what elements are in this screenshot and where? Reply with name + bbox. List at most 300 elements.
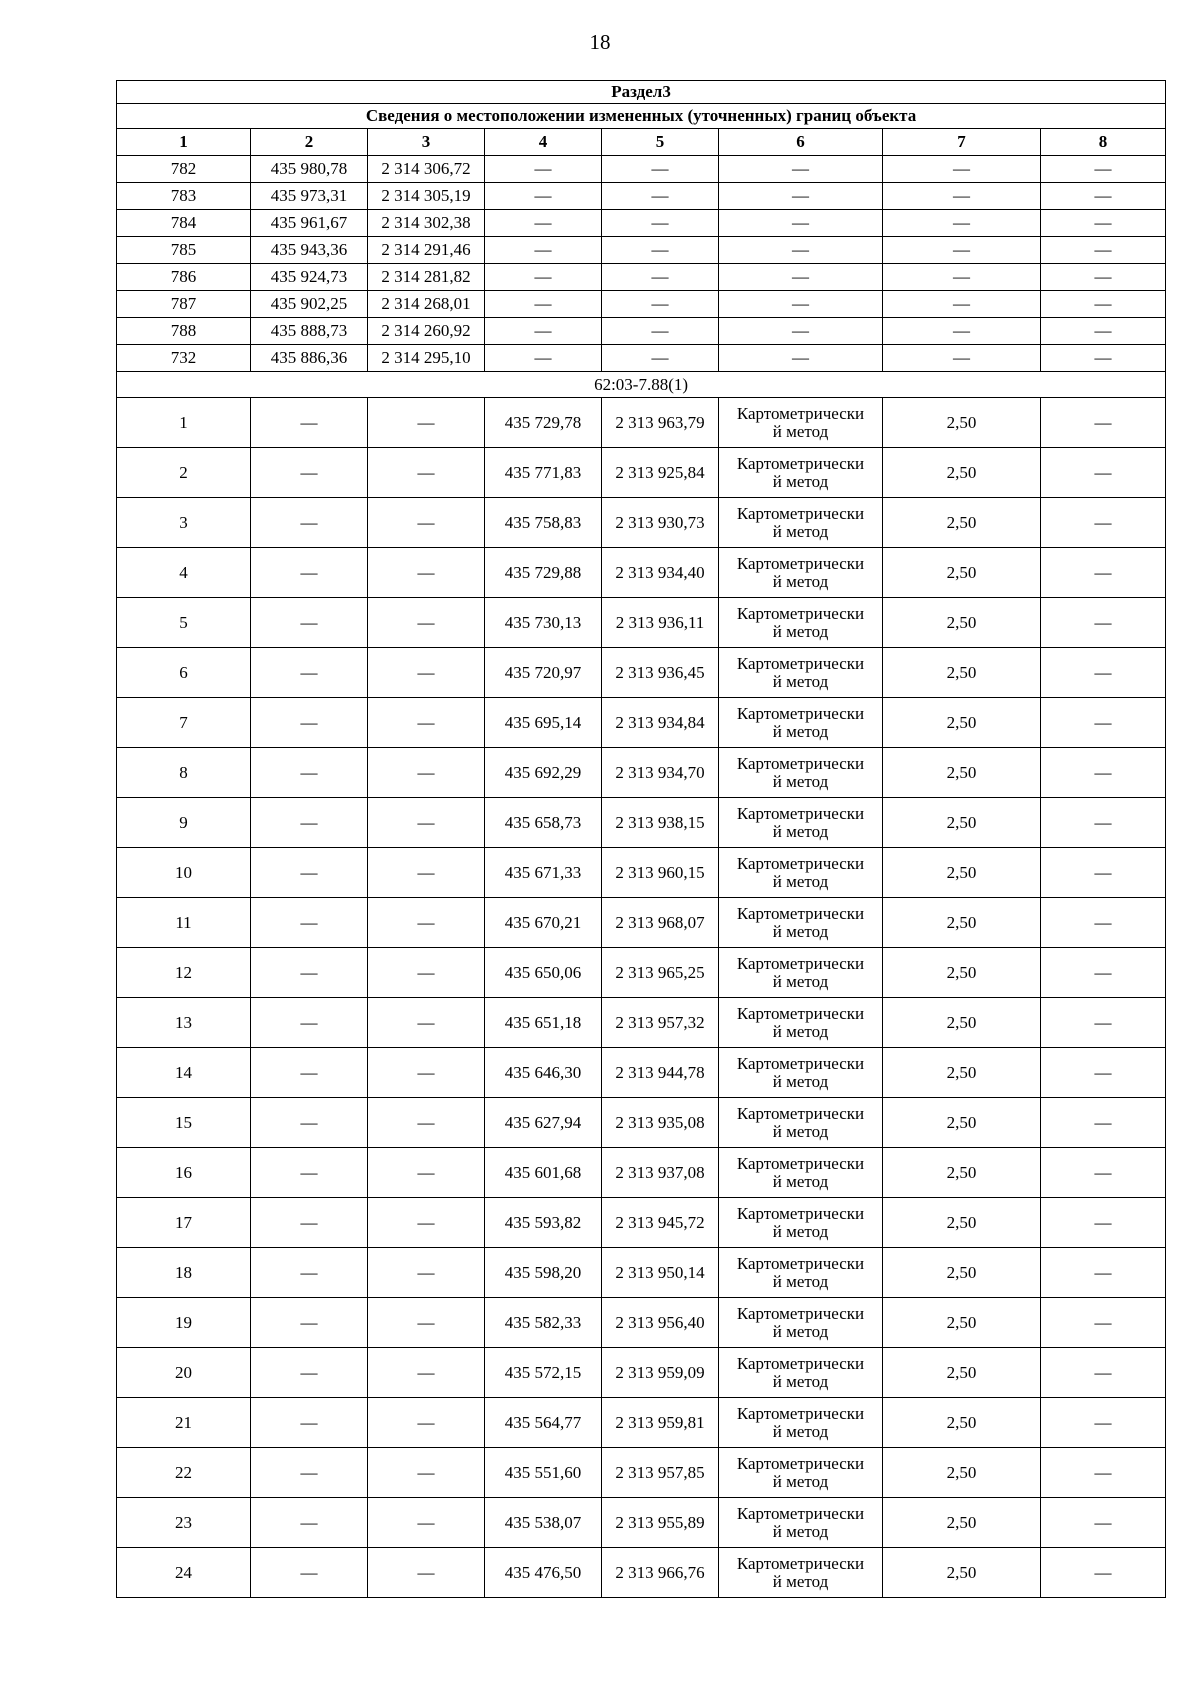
new-x-cell: 435 658,73	[485, 798, 602, 848]
table-row	[117, 748, 1166, 798]
point-number-cell: 786	[117, 264, 251, 291]
empty-dash-cell: —	[368, 748, 485, 798]
empty-dash-cell: —	[602, 345, 719, 372]
table-row	[117, 318, 1166, 345]
method-line-2: й метод	[772, 521, 829, 541]
new-x-cell: 435 671,33	[485, 848, 602, 898]
point-number-cell: 20	[117, 1348, 251, 1398]
new-x-cell: 435 598,20	[485, 1248, 602, 1298]
method-line-2: й метод	[772, 1371, 829, 1391]
point-number-cell: 782	[117, 156, 251, 183]
point-number-cell: 14	[117, 1048, 251, 1098]
new-y-cell: 2 313 934,84	[602, 698, 719, 748]
new-y-cell: 2 313 934,70	[602, 748, 719, 798]
table-row	[117, 156, 1166, 183]
new-x-cell: 435 730,13	[485, 598, 602, 648]
method-line-1: Картометрически	[736, 603, 865, 623]
method-cell	[719, 1498, 883, 1548]
new-x-cell: 435 476,50	[485, 1548, 602, 1598]
empty-dash-cell: —	[485, 318, 602, 345]
empty-dash-cell: —	[485, 210, 602, 237]
empty-dash-cell: —	[1041, 1548, 1166, 1598]
method-cell	[719, 1548, 883, 1598]
empty-dash-cell: —	[368, 998, 485, 1048]
empty-dash-cell: —	[602, 291, 719, 318]
section-caption-row	[117, 81, 1166, 104]
accuracy-cell: 2,50	[883, 648, 1041, 698]
point-number-cell: 788	[117, 318, 251, 345]
method-cell	[719, 898, 883, 948]
point-number-cell: 787	[117, 291, 251, 318]
point-number-cell: 18	[117, 1248, 251, 1298]
method-line-1: Картометрически	[736, 803, 865, 823]
new-x-cell: 435 651,18	[485, 998, 602, 1048]
table-row	[117, 1548, 1166, 1598]
method-cell	[719, 948, 883, 998]
new-y-cell: 2 313 937,08	[602, 1148, 719, 1198]
table-row	[117, 448, 1166, 498]
empty-dash-cell: —	[251, 398, 368, 448]
empty-dash-cell: —	[1041, 264, 1166, 291]
point-number-cell: 23	[117, 1498, 251, 1548]
new-x-cell: 435 582,33	[485, 1298, 602, 1348]
empty-dash-cell: —	[1041, 291, 1166, 318]
new-y-cell: 2 313 957,32	[602, 998, 719, 1048]
empty-dash-cell: —	[251, 848, 368, 898]
new-y-cell: 2 313 963,79	[602, 398, 719, 448]
method-cell	[719, 548, 883, 598]
object-label-row	[117, 372, 1166, 398]
empty-dash-cell: —	[251, 498, 368, 548]
empty-dash-cell: —	[251, 448, 368, 498]
new-y-cell: 2 313 955,89	[602, 1498, 719, 1548]
table-row	[117, 1348, 1166, 1398]
empty-dash-cell: —	[368, 848, 485, 898]
method-line-1: Картометрически	[736, 453, 865, 473]
empty-dash-cell: —	[1041, 498, 1166, 548]
new-y-cell: 2 313 960,15	[602, 848, 719, 898]
method-cell	[719, 398, 883, 448]
old-y-cell: 2 314 281,82	[368, 264, 485, 291]
point-number-cell: 8	[117, 748, 251, 798]
empty-dash-cell: —	[368, 448, 485, 498]
table-row	[117, 1298, 1166, 1348]
method-line-2: й метод	[772, 821, 829, 841]
section-caption: Раздел3	[117, 81, 1166, 104]
empty-dash-cell: —	[368, 948, 485, 998]
empty-dash-cell: —	[368, 1298, 485, 1348]
column-header: 5	[602, 129, 719, 156]
empty-dash-cell: —	[251, 798, 368, 848]
new-y-cell: 2 313 935,08	[602, 1098, 719, 1148]
method-line-2: й метод	[772, 721, 829, 741]
table-row	[117, 398, 1166, 448]
method-cell	[719, 1298, 883, 1348]
point-number-cell: 4	[117, 548, 251, 598]
object-label: 62:03-7.88(1)	[117, 372, 1166, 398]
method-line-2: й метод	[772, 1171, 829, 1191]
method-cell	[719, 848, 883, 898]
point-number-cell: 785	[117, 237, 251, 264]
new-x-cell: 435 758,83	[485, 498, 602, 548]
method-cell	[719, 1098, 883, 1148]
empty-dash-cell: —	[1041, 448, 1166, 498]
table-row	[117, 1048, 1166, 1098]
empty-dash-cell: —	[251, 1548, 368, 1598]
empty-dash-cell: —	[368, 1048, 485, 1098]
method-line-1: Картометрически	[736, 503, 865, 523]
empty-dash-cell: —	[1041, 1248, 1166, 1298]
empty-dash-cell: —	[1041, 848, 1166, 898]
new-y-cell: 2 313 956,40	[602, 1298, 719, 1348]
empty-dash-cell: —	[1041, 398, 1166, 448]
accuracy-cell: 2,50	[883, 1298, 1041, 1348]
empty-dash-cell: —	[251, 1348, 368, 1398]
new-y-cell: 2 313 959,09	[602, 1348, 719, 1398]
empty-dash-cell: —	[883, 156, 1041, 183]
method-line-1: Картометрически	[736, 1053, 865, 1073]
method-line-2: й метод	[772, 871, 829, 891]
method-cell	[719, 998, 883, 1048]
method-cell	[719, 648, 883, 698]
method-cell	[719, 748, 883, 798]
column-header: 7	[883, 129, 1041, 156]
table-row	[117, 210, 1166, 237]
method-cell	[719, 598, 883, 648]
point-number-cell: 16	[117, 1148, 251, 1198]
method-line-1: Картометрически	[736, 953, 865, 973]
method-line-2: й метод	[772, 921, 829, 941]
new-x-cell: 435 572,15	[485, 1348, 602, 1398]
new-x-cell: 435 695,14	[485, 698, 602, 748]
empty-dash-cell: —	[368, 1398, 485, 1448]
point-number-cell: 11	[117, 898, 251, 948]
empty-dash-cell: —	[1041, 1148, 1166, 1198]
accuracy-cell: 2,50	[883, 398, 1041, 448]
empty-dash-cell: —	[883, 318, 1041, 345]
column-header: 8	[1041, 129, 1166, 156]
point-number-cell: 15	[117, 1098, 251, 1148]
accuracy-cell: 2,50	[883, 1348, 1041, 1398]
empty-dash-cell: —	[368, 1348, 485, 1398]
accuracy-cell: 2,50	[883, 698, 1041, 748]
method-line-2: й метод	[772, 421, 829, 441]
empty-dash-cell: —	[251, 1498, 368, 1548]
point-number-cell: 784	[117, 210, 251, 237]
old-y-cell: 2 314 260,92	[368, 318, 485, 345]
empty-dash-cell: —	[251, 1398, 368, 1448]
table-row	[117, 948, 1166, 998]
empty-dash-cell: —	[485, 291, 602, 318]
empty-dash-cell: —	[1041, 998, 1166, 1048]
new-y-cell: 2 313 934,40	[602, 548, 719, 598]
empty-dash-cell: —	[485, 237, 602, 264]
column-header: 1	[117, 129, 251, 156]
empty-dash-cell: —	[719, 291, 883, 318]
method-cell	[719, 1148, 883, 1198]
empty-dash-cell: —	[251, 948, 368, 998]
new-x-cell: 435 627,94	[485, 1098, 602, 1148]
method-line-2: й метод	[772, 671, 829, 691]
new-x-cell: 435 564,77	[485, 1398, 602, 1448]
empty-dash-cell: —	[1041, 898, 1166, 948]
empty-dash-cell: —	[368, 698, 485, 748]
empty-dash-cell: —	[1041, 548, 1166, 598]
table-row	[117, 1098, 1166, 1148]
empty-dash-cell: —	[883, 237, 1041, 264]
method-line-2: й метод	[772, 1421, 829, 1441]
table-title-row	[117, 104, 1166, 129]
method-line-1: Картометрически	[736, 903, 865, 923]
table-row	[117, 345, 1166, 372]
new-x-cell: 435 720,97	[485, 648, 602, 698]
empty-dash-cell: —	[368, 1098, 485, 1148]
new-y-cell: 2 313 936,45	[602, 648, 719, 698]
table-row	[117, 898, 1166, 948]
empty-dash-cell: —	[251, 1148, 368, 1198]
empty-dash-cell: —	[719, 318, 883, 345]
method-line-1: Картометрически	[736, 1253, 865, 1273]
table-row	[117, 848, 1166, 898]
old-x-cell: 435 886,36	[251, 345, 368, 372]
method-line-1: Картометрически	[736, 1503, 865, 1523]
new-x-cell: 435 551,60	[485, 1448, 602, 1498]
empty-dash-cell: —	[602, 156, 719, 183]
accuracy-cell: 2,50	[883, 1048, 1041, 1098]
method-line-2: й метод	[772, 1521, 829, 1541]
table-row	[117, 264, 1166, 291]
point-number-cell: 17	[117, 1198, 251, 1248]
method-cell	[719, 798, 883, 848]
new-y-cell: 2 313 959,81	[602, 1398, 719, 1448]
empty-dash-cell: —	[883, 345, 1041, 372]
point-number-cell: 6	[117, 648, 251, 698]
new-x-cell: 435 771,83	[485, 448, 602, 498]
old-y-cell: 2 314 302,38	[368, 210, 485, 237]
table-row	[117, 798, 1166, 848]
table-row	[117, 1148, 1166, 1198]
new-x-cell: 435 692,29	[485, 748, 602, 798]
method-line-1: Картометрически	[736, 653, 865, 673]
point-number-cell: 21	[117, 1398, 251, 1448]
empty-dash-cell: —	[1041, 1098, 1166, 1148]
method-line-2: й метод	[772, 771, 829, 791]
column-header: 3	[368, 129, 485, 156]
empty-dash-cell: —	[251, 598, 368, 648]
empty-dash-cell: —	[251, 1048, 368, 1098]
empty-dash-cell: —	[719, 156, 883, 183]
empty-dash-cell: —	[251, 1198, 368, 1248]
point-number-cell: 7	[117, 698, 251, 748]
old-y-cell: 2 314 295,10	[368, 345, 485, 372]
method-line-1: Картометрически	[736, 1453, 865, 1473]
method-line-2: й метод	[772, 1071, 829, 1091]
empty-dash-cell: —	[602, 183, 719, 210]
accuracy-cell: 2,50	[883, 548, 1041, 598]
new-x-cell: 435 601,68	[485, 1148, 602, 1198]
point-number-cell: 9	[117, 798, 251, 848]
empty-dash-cell: —	[883, 264, 1041, 291]
new-x-cell: 435 670,21	[485, 898, 602, 948]
method-line-2: й метод	[772, 571, 829, 591]
method-line-1: Картометрически	[736, 753, 865, 773]
empty-dash-cell: —	[1041, 748, 1166, 798]
table-row	[117, 1198, 1166, 1248]
method-cell	[719, 698, 883, 748]
table-row	[117, 1498, 1166, 1548]
method-line-2: й метод	[772, 1271, 829, 1291]
empty-dash-cell: —	[1041, 183, 1166, 210]
accuracy-cell: 2,50	[883, 948, 1041, 998]
empty-dash-cell: —	[602, 210, 719, 237]
empty-dash-cell: —	[368, 498, 485, 548]
accuracy-cell: 2,50	[883, 748, 1041, 798]
table-row	[117, 698, 1166, 748]
point-number-cell: 1	[117, 398, 251, 448]
new-x-cell: 435 593,82	[485, 1198, 602, 1248]
table-row	[117, 183, 1166, 210]
method-line-2: й метод	[772, 1571, 829, 1591]
empty-dash-cell: —	[883, 183, 1041, 210]
new-x-cell: 435 646,30	[485, 1048, 602, 1098]
empty-dash-cell: —	[251, 1248, 368, 1298]
table-row	[117, 1398, 1166, 1448]
old-x-cell: 435 888,73	[251, 318, 368, 345]
method-line-2: й метод	[772, 1471, 829, 1491]
new-y-cell: 2 313 966,76	[602, 1548, 719, 1598]
method-cell	[719, 1048, 883, 1098]
method-line-1: Картометрически	[736, 853, 865, 873]
empty-dash-cell: —	[368, 1448, 485, 1498]
new-y-cell: 2 313 950,14	[602, 1248, 719, 1298]
accuracy-cell: 2,50	[883, 1498, 1041, 1548]
empty-dash-cell: —	[1041, 1498, 1166, 1548]
empty-dash-cell: —	[485, 345, 602, 372]
point-number-cell: 22	[117, 1448, 251, 1498]
empty-dash-cell: —	[602, 264, 719, 291]
method-cell	[719, 1198, 883, 1248]
old-y-cell: 2 314 305,19	[368, 183, 485, 210]
empty-dash-cell: —	[602, 318, 719, 345]
accuracy-cell: 2,50	[883, 848, 1041, 898]
empty-dash-cell: —	[1041, 318, 1166, 345]
new-y-cell: 2 313 936,11	[602, 598, 719, 648]
accuracy-cell: 2,50	[883, 1148, 1041, 1198]
table-row	[117, 598, 1166, 648]
empty-dash-cell: —	[602, 237, 719, 264]
empty-dash-cell: —	[251, 548, 368, 598]
method-line-2: й метод	[772, 621, 829, 641]
empty-dash-cell: —	[1041, 156, 1166, 183]
method-line-2: й метод	[772, 1321, 829, 1341]
table-title: Сведения о местоположении измененных (уточненных) границ объекта	[117, 104, 1166, 129]
empty-dash-cell: —	[368, 548, 485, 598]
empty-dash-cell: —	[1041, 1398, 1166, 1448]
empty-dash-cell: —	[368, 1548, 485, 1598]
method-line-1: Картометрически	[736, 1353, 865, 1373]
table-row	[117, 1448, 1166, 1498]
empty-dash-cell: —	[368, 598, 485, 648]
empty-dash-cell: —	[485, 156, 602, 183]
empty-dash-cell: —	[1041, 948, 1166, 998]
accuracy-cell: 2,50	[883, 1398, 1041, 1448]
empty-dash-cell: —	[368, 798, 485, 848]
new-x-cell: 435 538,07	[485, 1498, 602, 1548]
empty-dash-cell: —	[368, 1198, 485, 1248]
new-y-cell: 2 313 968,07	[602, 898, 719, 948]
empty-dash-cell: —	[485, 264, 602, 291]
table-row	[117, 237, 1166, 264]
empty-dash-cell: —	[1041, 648, 1166, 698]
accuracy-cell: 2,50	[883, 798, 1041, 848]
empty-dash-cell: —	[719, 237, 883, 264]
new-y-cell: 2 313 938,15	[602, 798, 719, 848]
method-line-2: й метод	[772, 1021, 829, 1041]
accuracy-cell: 2,50	[883, 998, 1041, 1048]
empty-dash-cell: —	[1041, 1048, 1166, 1098]
empty-dash-cell: —	[883, 210, 1041, 237]
method-line-2: й метод	[772, 971, 829, 991]
empty-dash-cell: —	[251, 648, 368, 698]
method-line-1: Картометрически	[736, 1303, 865, 1323]
boundary-table	[116, 80, 1166, 1598]
method-line-2: й метод	[772, 1121, 829, 1141]
accuracy-cell: 2,50	[883, 598, 1041, 648]
accuracy-cell: 2,50	[883, 1248, 1041, 1298]
new-y-cell: 2 313 965,25	[602, 948, 719, 998]
empty-dash-cell: —	[1041, 1348, 1166, 1398]
point-number-cell: 3	[117, 498, 251, 548]
old-y-cell: 2 314 291,46	[368, 237, 485, 264]
method-cell	[719, 1398, 883, 1448]
old-x-cell: 435 924,73	[251, 264, 368, 291]
empty-dash-cell: —	[1041, 798, 1166, 848]
point-number-cell: 12	[117, 948, 251, 998]
new-y-cell: 2 313 925,84	[602, 448, 719, 498]
new-y-cell: 2 313 945,72	[602, 1198, 719, 1248]
empty-dash-cell: —	[368, 398, 485, 448]
new-y-cell: 2 313 930,73	[602, 498, 719, 548]
accuracy-cell: 2,50	[883, 498, 1041, 548]
method-cell	[719, 448, 883, 498]
empty-dash-cell: —	[251, 1298, 368, 1348]
point-number-cell: 19	[117, 1298, 251, 1348]
method-cell	[719, 1448, 883, 1498]
empty-dash-cell: —	[1041, 1298, 1166, 1348]
point-number-cell: 2	[117, 448, 251, 498]
accuracy-cell: 2,50	[883, 448, 1041, 498]
empty-dash-cell: —	[719, 183, 883, 210]
old-x-cell: 435 973,31	[251, 183, 368, 210]
method-line-1: Картометрически	[736, 1103, 865, 1123]
point-number-cell: 5	[117, 598, 251, 648]
new-x-cell: 435 650,06	[485, 948, 602, 998]
method-line-1: Картометрически	[736, 1153, 865, 1173]
page-number: 18	[589, 30, 611, 54]
empty-dash-cell: —	[719, 210, 883, 237]
point-number-cell: 13	[117, 998, 251, 1048]
table-row	[117, 1248, 1166, 1298]
empty-dash-cell: —	[251, 698, 368, 748]
empty-dash-cell: —	[251, 898, 368, 948]
column-header: 4	[485, 129, 602, 156]
method-line-1: Картометрически	[736, 553, 865, 573]
column-header: 6	[719, 129, 883, 156]
method-cell	[719, 1248, 883, 1298]
old-x-cell: 435 902,25	[251, 291, 368, 318]
empty-dash-cell: —	[368, 1148, 485, 1198]
empty-dash-cell: —	[251, 1448, 368, 1498]
